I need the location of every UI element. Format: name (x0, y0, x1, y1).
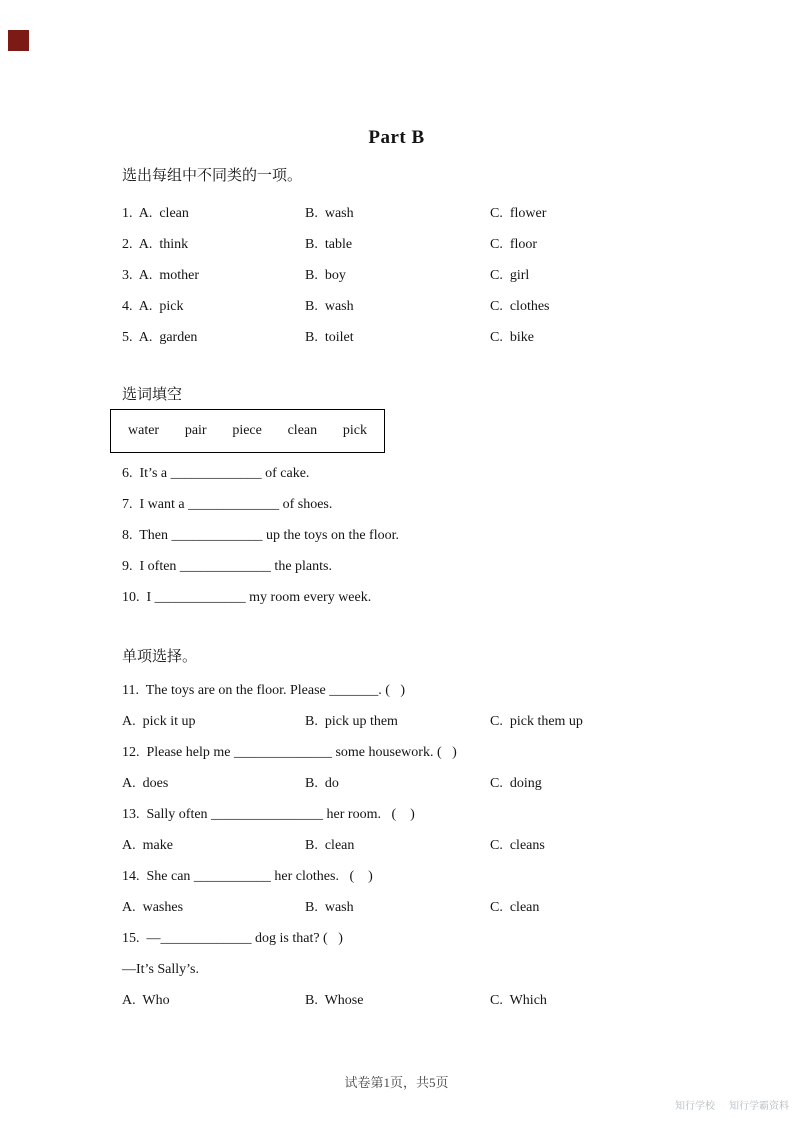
option-c-cell: C. Which (490, 993, 547, 1008)
word-bank-box (110, 409, 385, 453)
word-bank-item: pick (342, 423, 367, 438)
question-row (122, 260, 743, 291)
option-c-cell: C. clothes (490, 299, 550, 314)
classify-instruction: 选出每组中不同类的一项。 (122, 168, 303, 184)
word-bank-item: pair (184, 423, 207, 438)
answer-line: —It’s Sally’s. (122, 962, 200, 977)
watermark-school: 知行学校 (675, 1101, 715, 1112)
option-c-cell: C. cleans (490, 838, 545, 853)
option-b-cell: B. pick up them (305, 714, 398, 729)
option-b-cell: B. table (305, 237, 353, 252)
question-row (122, 229, 743, 260)
classify-rows (122, 198, 743, 353)
option-c-cell: C. doing (490, 776, 542, 791)
question-row (122, 322, 743, 353)
option-a-cell: 1. A. clean (122, 206, 189, 221)
options-row (122, 985, 743, 1016)
option-a-cell: 2. A. think (122, 237, 189, 252)
option-a-cell: A. Who (122, 993, 170, 1008)
page-title: Part B (368, 127, 425, 148)
choice-questions (122, 675, 743, 1016)
option-c-cell: C. bike (490, 330, 534, 345)
option-c-cell: C. floor (490, 237, 538, 252)
fill-instruction: 选词填空 (122, 387, 183, 403)
option-b-cell: B. do (305, 776, 339, 791)
options-row (122, 892, 743, 923)
option-b-cell: B. wash (305, 206, 354, 221)
fill-question: 9. I often _____________ the plants. (122, 559, 332, 574)
school-logo-square (8, 30, 29, 51)
option-a-cell: A. pick it up (122, 714, 196, 729)
fill-question: 10. I _____________ my room every week. (122, 590, 372, 605)
watermark-brand: 知行学霸资料 (729, 1101, 789, 1112)
question-stem: 14. She can ___________ her clothes. ( ) (122, 869, 373, 884)
option-b-cell: B. clean (305, 838, 355, 853)
section-fill (122, 385, 743, 613)
options-row (122, 706, 743, 737)
word-bank-item: water (128, 423, 160, 438)
option-a-cell: A. washes (122, 900, 184, 915)
question-stem: 12. Please help me ______________ some housework. ( ) (122, 745, 457, 760)
fill-question: 8. Then _____________ up the toys on the floor. (122, 528, 399, 543)
question-row (122, 198, 743, 229)
option-b-cell: B. Whose (305, 993, 364, 1008)
fill-question: 7. I want a _____________ of shoes. (122, 497, 333, 512)
section-choice (122, 647, 743, 1016)
page-footer: 试卷第1页，共5页 (344, 1075, 449, 1090)
option-b-cell: B. wash (305, 900, 354, 915)
choice-instruction: 单项选择。 (122, 649, 198, 665)
option-a-cell: A. make (122, 838, 173, 853)
option-c-cell: C. pick them up (490, 714, 583, 729)
question-stem: 15. —_____________ dog is that? ( ) (122, 931, 343, 946)
question-row (122, 291, 743, 322)
fill-questions (122, 458, 743, 613)
section-classify (122, 166, 743, 353)
option-b-cell: B. toilet (305, 330, 354, 345)
option-b-cell: B. boy (305, 268, 346, 283)
question-stem: 13. Sally often ________________ her room. ( ) (122, 807, 415, 822)
option-c-cell: C. clean (490, 900, 540, 915)
question-stem: 11. The toys are on the floor. Please _______. ( ) (122, 683, 406, 698)
options-row (122, 768, 743, 799)
option-c-cell: C. girl (490, 268, 530, 283)
option-a-cell: 4. A. pick (122, 299, 184, 314)
option-a-cell: 5. A. garden (122, 330, 198, 345)
option-a-cell: 3. A. mother (122, 268, 199, 283)
word-bank-item: piece (232, 423, 262, 438)
page-content (122, 166, 743, 1016)
word-bank-item: clean (287, 423, 318, 438)
fill-question: 6. It’s a _____________ of cake. (122, 466, 310, 481)
watermark (675, 1100, 789, 1114)
option-b-cell: B. wash (305, 299, 354, 314)
option-a-cell: A. does (122, 776, 169, 791)
option-c-cell: C. flower (490, 206, 547, 221)
options-row (122, 830, 743, 861)
